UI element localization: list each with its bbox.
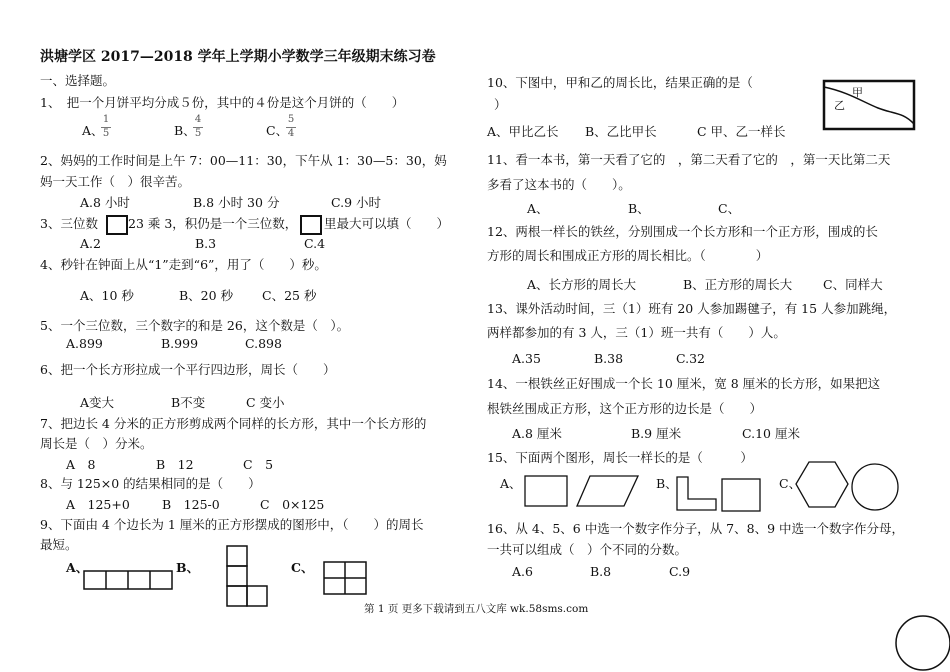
q9-figure-c-two-by-two-square [323, 561, 369, 597]
q2-option-a: A.8 小时 [80, 195, 130, 210]
q9-option-a-label: A、 [66, 560, 89, 575]
q10-label-yi: 乙 [834, 99, 845, 112]
q2-option-c: C.9 小时 [331, 195, 382, 210]
q4-option-b: B、20 秒 [179, 288, 234, 303]
q11-stem-line2: 多看了这本书的（ ）。 [487, 177, 631, 192]
q12-option-b: B、正方形的周长大 [683, 277, 793, 292]
q4-option-c: C、25 秒 [262, 288, 317, 303]
q16-option-a: A.6 [512, 564, 533, 579]
q16-option-c: C.9 [669, 564, 691, 579]
section-heading: 一、选择题。 [40, 73, 116, 88]
q15-figure-c-circle [850, 462, 900, 512]
q10-stem-line1: 10、下图中，甲和乙的周长比，结果正确的是（ [487, 75, 753, 90]
q9-figure-b-l-shape [226, 545, 270, 613]
q5-option-a: A.899 [66, 336, 103, 351]
q1-option-a-fraction [101, 115, 111, 139]
q15-figure-a-parallelogram [576, 475, 640, 509]
q11-option-b: B、 [628, 201, 650, 216]
q7-option-c: C 5 [243, 457, 274, 472]
q11-option-c: C、 [718, 201, 741, 216]
q1-stem: 1、 把一个月饼平均分成５份，其中的４份是这个月饼的（ ） [40, 95, 405, 110]
q3-option-c: C.4 [304, 236, 326, 251]
q7-stem-line2: 周长是（ ）分米。 [40, 436, 153, 451]
q1-option-b-fraction [193, 115, 203, 139]
q1-b-denominator: 5 [194, 127, 202, 139]
q16-stem-line2: 一共可以组成（ ）个不同的分数。 [487, 542, 688, 557]
q3-option-b: B.3 [195, 236, 217, 251]
q2-option-b: B.8 小时 30 分 [193, 195, 280, 210]
q15-figure-b-rectangle [721, 478, 763, 512]
q10-stem-line2: ） [494, 97, 507, 112]
q7-stem-line1: 7、把边长 4 分米的正方形剪成两个同样的长方形，其中一个长方形的 [40, 416, 427, 431]
q14-option-a: A.8 厘米 [512, 426, 562, 441]
q13-stem-line2: 两样都参加的有 3 人，三（1）班一共有（ ）人。 [487, 325, 786, 340]
q12-stem-line2: 方形的周长和围成正方形的周长相比。（ ） [487, 248, 769, 263]
q16-stem-line1: 16、从 4、5、6 中选一个数字作分子，从 7、8、9 中选一个数字作分母， [487, 521, 905, 536]
q15-option-a-label: A、 [500, 476, 522, 491]
q14-stem-line2: 根铁丝围成正方形，这个正方形的边长是（ ） [487, 401, 763, 416]
q1-c-numerator: 5 [287, 114, 295, 125]
q2-stem-line2: 妈一天工作（ ）很辛苦。 [40, 174, 191, 189]
q14-option-b: B.9 厘米 [631, 426, 682, 441]
q1-b-numerator: 4 [194, 114, 202, 125]
q10-label-jia: 甲 [852, 86, 863, 99]
q3-stem-part3: 里最大可以填（ ） [324, 216, 450, 231]
q9-option-b-label: B、 [176, 560, 200, 575]
q9-stem-line2: 最短。 [40, 537, 78, 552]
q9-figure-a-row-of-four-squares [83, 570, 175, 592]
q13-option-a: A.35 [512, 351, 541, 366]
q10-option-b: B、乙比甲长 [585, 124, 657, 139]
q7-option-a: A 8 [66, 457, 96, 472]
q1-c-denominator: 4 [287, 127, 295, 139]
q10-option-c: C 甲、乙一样长 [697, 124, 786, 139]
q15-figure-c-hexagon [795, 461, 849, 509]
q14-stem-line1: 14、一根铁丝正好围成一个长 10 厘米，宽 8 厘米的长方形，如果把这 [487, 376, 881, 391]
q3-option-a: A.2 [80, 236, 101, 251]
page-title: 洪塘学区 2017—2018 学年上学期小学数学三年级期末练习卷 [40, 49, 436, 65]
q6-option-b: B不变 [171, 395, 206, 410]
q1-option-b-label: B、 [174, 123, 196, 138]
q14-option-c: C.10 厘米 [742, 426, 800, 441]
q1-option-a-label: A、 [82, 123, 104, 138]
q12-stem-line1: 12、两根一样长的铁丝，分别围成一个长方形和一个正方形，围成的长 [487, 224, 878, 239]
q3-blank-box-1 [106, 215, 128, 235]
q15-option-c-label: C、 [779, 476, 802, 491]
q13-option-c: C.32 [676, 351, 705, 366]
q3-stem-part1: 3、三位数 [40, 216, 98, 231]
q13-stem-line1: 13、课外活动时间，三（1）班有 20 人参加踢毽子，有 15 人参加跳绳， [487, 301, 897, 316]
q11-option-a: A、 [527, 201, 549, 216]
q7-option-b: B 12 [156, 457, 194, 472]
q5-option-c: C.898 [245, 336, 282, 351]
q16-option-b: B.8 [590, 564, 612, 579]
q1-a-numerator: 1 [102, 114, 110, 125]
q15-stem: 15、下面两个图形，周长一样长的是（ ） [487, 450, 753, 465]
q15-figure-a-rectangle [524, 475, 570, 509]
q4-option-a: A、10 秒 [80, 288, 134, 303]
q5-stem: 5、一个三位数，三个数字的和是 26，这个数是（ ）。 [40, 318, 350, 333]
q6-option-c: C 变小 [246, 395, 285, 410]
q13-option-b: B.38 [594, 351, 624, 366]
q4-stem: 4、秒针在钟面上从“1”走到“6”，用了（ ）秒。 [40, 257, 327, 272]
q15-option-b-label: B、 [656, 476, 678, 491]
q1-option-c-fraction [286, 115, 296, 139]
q5-option-b: B.999 [161, 336, 199, 351]
q12-option-c: C、同样大 [823, 277, 883, 292]
q1-option-c-label: C、 [266, 123, 289, 138]
page-footer: 第 1 页 更多下载请到五八文库 wk.58sms.com [364, 603, 589, 615]
q3-stem-part2: 23 乘 3，积仍是一个三位数， [128, 216, 298, 231]
q2-stem-line1: 2、妈妈的工作时间是上午 7：00—11：30，下午从 1：30—5：30，妈 [40, 153, 447, 168]
q6-stem: 6、把一个长方形拉成一个平行四边形，周长（ ） [40, 362, 336, 377]
q3-blank-box-2 [300, 215, 322, 235]
q8-option-b: B 125-0 [162, 497, 220, 512]
q8-stem: 8、与 125×0 的结果相同的是（ ） [40, 476, 261, 491]
q9-option-c-label: C、 [291, 560, 314, 575]
q8-option-c: C 0×125 [260, 497, 325, 512]
q15-figure-b-l-shape [676, 476, 718, 512]
q11-stem-line1: 11、看一本书，第一天看了它的 ，第二天看了它的 ，第一天比第二天 [487, 152, 891, 167]
q10-option-a: A、甲比乙长 [487, 124, 559, 139]
q6-option-a: A变大 [80, 395, 115, 410]
q9-stem-line1: 9、下面由 4 个边长为 1 厘米的正方形摆成的图形中，（ ）的周长 [40, 517, 424, 532]
q12-option-a: A、长方形的周长大 [527, 277, 637, 292]
q8-option-a: A 125+0 [66, 497, 130, 512]
corner-circle-decoration [894, 614, 950, 672]
q1-a-denominator: 5 [102, 127, 110, 139]
